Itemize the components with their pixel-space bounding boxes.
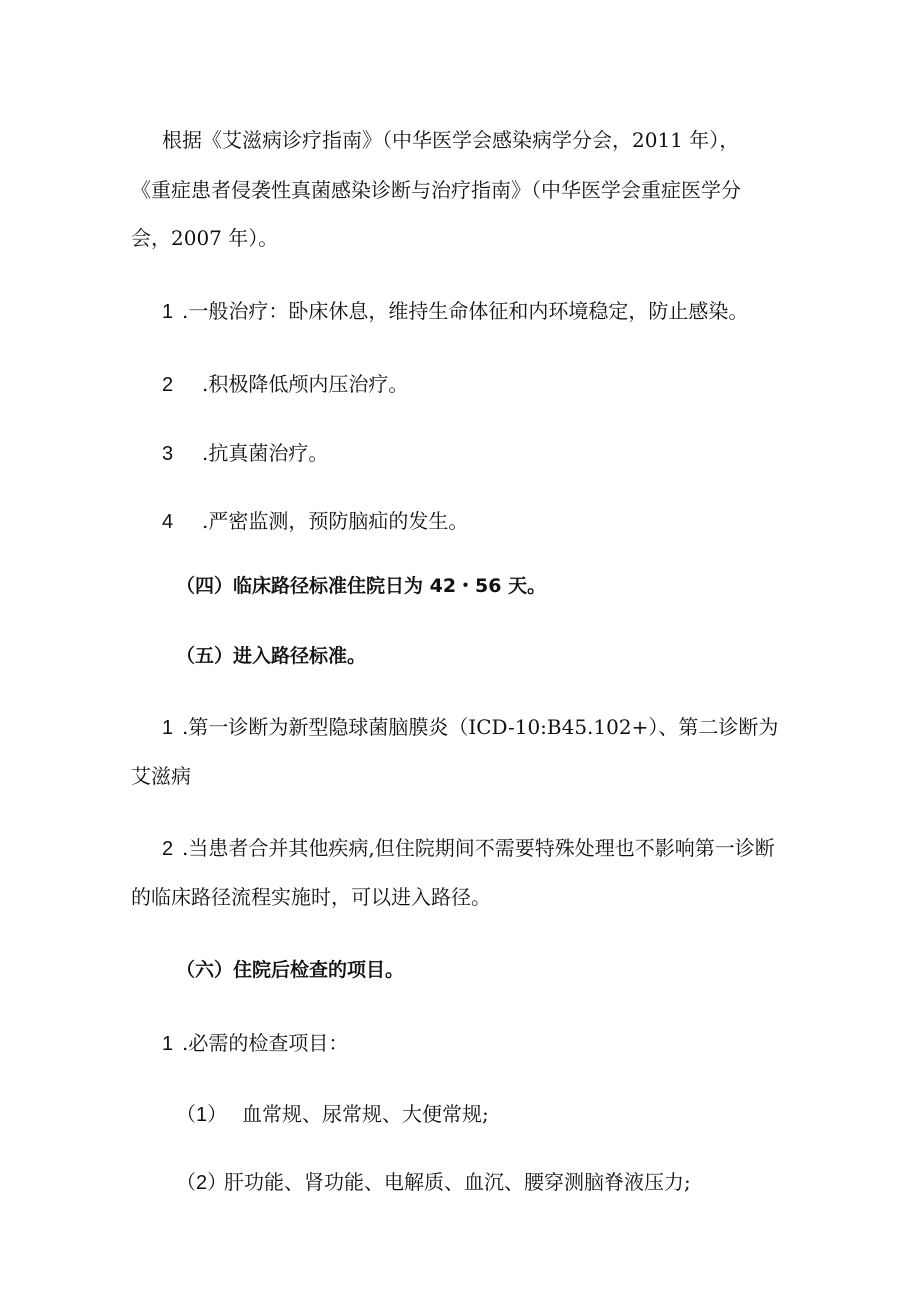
section-heading-6: （六）住院后检查的项目。 bbox=[176, 959, 405, 981]
treatment-item-4 bbox=[162, 507, 842, 536]
entry-item-2-line-1 bbox=[162, 834, 842, 863]
exam-sub-item-2 bbox=[176, 1168, 856, 1197]
treatment-item-2-text: .积极降低颅内压治疗。 bbox=[202, 372, 409, 396]
treatment-item-1-text: .一般治疗：卧床休息，维持生命体征和内环境稳定，防止感染。 bbox=[182, 299, 749, 323]
entry-item-2-number: 2 bbox=[162, 838, 174, 860]
treatment-item-2 bbox=[162, 370, 842, 399]
exam-sub-item-2-text: 肝功能、肾功能、电解质、血沉、腰穿测脑脊液压力; bbox=[224, 1170, 691, 1194]
entry-item-2-text: .当患者合并其他疾病,但住院期间不需要特殊处理也不影响第一诊断 bbox=[182, 836, 775, 860]
exam-item-1 bbox=[162, 1029, 842, 1058]
intro-line-3: 会，2007 年）。 bbox=[131, 226, 279, 250]
exam-item-1-number: 1 bbox=[162, 1033, 174, 1055]
exam-sub-item-1 bbox=[176, 1100, 856, 1129]
treatment-item-2-number: 2 bbox=[162, 374, 174, 396]
section-heading-5: （五）进入路径标准。 bbox=[176, 645, 367, 667]
entry-item-1-number: 1 bbox=[162, 717, 174, 739]
treatment-item-1-number: 1 bbox=[162, 301, 174, 323]
treatment-item-4-number: 4 bbox=[162, 511, 174, 533]
treatment-item-3 bbox=[162, 439, 842, 468]
intro-line-2: 《重症患者侵袭性真菌感染诊断与治疗指南》（中华医学会重症医学分 bbox=[131, 178, 741, 202]
treatment-item-4-text: .严密监测，预防脑疝的发生。 bbox=[202, 509, 469, 533]
section-heading-4: （四）临床路径标准住院日为 42・56 天。 bbox=[176, 575, 547, 597]
entry-item-2-line-2: 的临床路径流程实施时，可以进入路径。 bbox=[131, 885, 491, 909]
entry-item-1-line-1 bbox=[162, 713, 842, 742]
exam-item-1-text: .必需的检查项目： bbox=[182, 1031, 349, 1055]
exam-sub-item-1-number: （1） bbox=[176, 1104, 228, 1126]
exam-sub-item-1-text: 血常规、尿常规、大便常规; bbox=[242, 1102, 489, 1126]
treatment-item-1 bbox=[162, 297, 842, 326]
treatment-item-3-text: .抗真菌治疗。 bbox=[202, 441, 329, 465]
entry-item-1-line-2: 艾滋病 bbox=[131, 764, 191, 788]
treatment-item-3-number: 3 bbox=[162, 443, 174, 465]
exam-sub-item-2-number: （2） bbox=[176, 1172, 228, 1194]
entry-item-1-text: .第一诊断为新型隐球菌脑膜炎（ICD-10:B45.102+）、第二诊断为 bbox=[182, 715, 779, 739]
intro-line-1: 根据《艾滋病诊疗指南》（中华医学会感染病学分会，2011 年）， bbox=[162, 128, 740, 152]
